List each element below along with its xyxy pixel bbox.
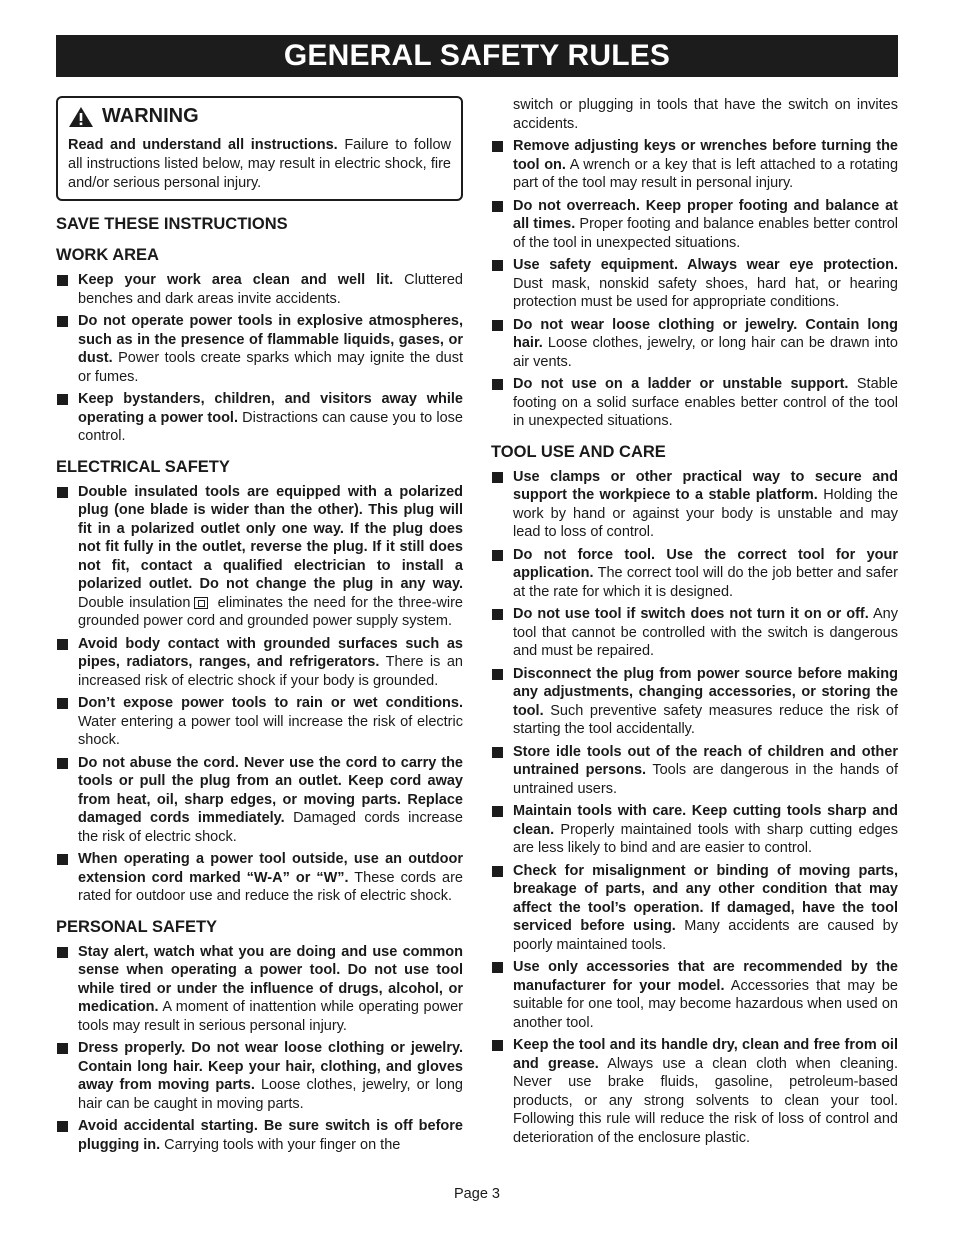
square-bullet-icon xyxy=(57,947,68,958)
list-item: Don’t expose power tools to rain or wet conditions. Water entering a power tool will increase the risk of electric shock. xyxy=(56,694,463,750)
square-bullet-icon xyxy=(492,669,503,680)
list-item: Stay alert, watch what you are doing and use common sense when operating a power tool. Do not use tool while tired or under the influence of drugs, alcohol, or medication. A moment of inattention while operating power tools may result in serious personal injury. xyxy=(56,943,463,1036)
list-item: When operating a power tool outside, use an outdoor extension cord marked “W-A” or “W”. These cords are rated for outdoor use and reduce the risk of electric shock. xyxy=(56,850,463,906)
square-bullet-icon xyxy=(492,747,503,758)
square-bullet-icon xyxy=(57,639,68,650)
list-item: Remove adjusting keys or wrenches before turning the tool on. A wrench or a key that is left attached to a rotating part of the tool may result in personal injury. xyxy=(491,137,898,193)
square-bullet-icon xyxy=(492,1040,503,1051)
list-item: Do not operate power tools in explosive atmospheres, such as in the presence of flammable liquids, gases, or dust. Power tools create sparks which may ignite the dust or fumes. xyxy=(56,312,463,386)
list-item: Use only accessories that are recommended by the manufacturer for your model. Accessories that may be suitable for one tool, may become hazardous when used on another tool. xyxy=(491,958,898,1032)
square-bullet-icon xyxy=(492,320,503,331)
square-bullet-icon xyxy=(57,316,68,327)
page-number: Page 3 xyxy=(454,1186,500,1202)
page-title: GENERAL SAFETY RULES xyxy=(56,35,898,77)
square-bullet-icon xyxy=(492,806,503,817)
left-column xyxy=(56,96,463,1158)
electrical-safety-heading: ELECTRICAL SAFETY xyxy=(56,457,230,476)
square-bullet-icon xyxy=(57,698,68,709)
work-area-heading: WORK AREA xyxy=(56,246,159,264)
square-bullet-icon xyxy=(57,758,68,769)
list-item: Do not force tool. Use the correct tool for your application. The correct tool will do the job better and safer at the rate for which it is designed. xyxy=(491,546,898,602)
list-item: Check for misalignment or binding of moving parts, breakage of parts, and any other condition that may affect the tool’s operation. If damaged, have the tool serviced before using. Many accidents are caused by poorly maintained tools. xyxy=(491,862,898,955)
continued-text: switch or plugging in tools that have the switch on invites accidents. xyxy=(513,97,898,132)
personal-safety-list xyxy=(56,943,463,1155)
list-item: Do not use tool if switch does not turn it on or off. Any tool that cannot be controlled with the switch is dangerous and must be repaired. xyxy=(491,605,898,661)
square-bullet-icon xyxy=(57,854,68,865)
list-item: Maintain tools with care. Keep cutting tools sharp and clean. Properly maintained tools with sharp cutting edges are less likely to bind and are easier to control. xyxy=(491,802,898,858)
list-item: Avoid accidental starting. Be sure switch is off before plugging in. Carrying tools with your finger on the xyxy=(56,1117,463,1154)
square-bullet-icon xyxy=(492,550,503,561)
list-item: Disconnect the plug from power source before making any adjustments, changing accessories, or storing the tool. Such preventive safety measures reduce the risk of starting the tool accidentally. xyxy=(491,665,898,739)
square-bullet-icon xyxy=(57,487,68,498)
list-item: Store idle tools out of the reach of children and other untrained persons. Tools are dangerous in the hands of untrained users. xyxy=(491,743,898,799)
warning-triangle-icon xyxy=(68,106,94,128)
personal-safety-list-continued xyxy=(491,137,898,431)
list-item: Do not use on a ladder or unstable support. Stable footing on a solid surface enables better control of the tool in unexpected situations. xyxy=(491,375,898,431)
list-item: Use safety equipment. Always wear eye protection. Dust mask, nonskid safety shoes, hard hat, or hearing protection must be used for appropriate conditions. xyxy=(491,256,898,312)
warning-heading: WARNING xyxy=(102,105,199,127)
list-item: Double insulated tools are equipped with a polarized plug (one blade is wider than the other). This plug will fit in a polarized outlet only one way. If the plug does not fit fully in the outlet, reverse the plug. If it still does not fit, contact a qualified electrician to install a polarized outlet. Do not change the plug in any way. Double insulation eliminates the need for the three-wire grounded power cord and grounded power supply system. xyxy=(56,483,463,631)
save-instructions-heading: SAVE THESE INSTRUCTIONS xyxy=(56,215,288,233)
square-bullet-icon xyxy=(492,201,503,212)
square-bullet-icon xyxy=(492,379,503,390)
square-bullet-icon xyxy=(492,866,503,877)
list-item: Avoid body contact with grounded surfaces such as pipes, radiators, ranges, and refrigerators. There is an increased risk of electric shock if your body is grounded. xyxy=(56,635,463,691)
square-bullet-icon xyxy=(492,260,503,271)
square-bullet-icon xyxy=(57,1121,68,1132)
tool-use-heading: TOOL USE AND CARE xyxy=(491,442,666,461)
warning-header xyxy=(68,105,451,128)
square-bullet-icon xyxy=(492,141,503,152)
list-item: Do not abuse the cord. Never use the cord to carry the tools or pull the plug from an outlet. Keep cord away from heat, oil, sharp edges, or moving parts. Replace damaged cords immediately. Damaged cords increase the risk of electric shock. xyxy=(56,754,463,847)
list-item: Keep your work area clean and well lit. Cluttered benches and dark areas invite accidents. xyxy=(56,271,463,308)
double-insulation-icon xyxy=(194,597,208,609)
square-bullet-icon xyxy=(57,394,68,405)
personal-safety-heading: PERSONAL SAFETY xyxy=(56,917,218,936)
list-item: Keep bystanders, children, and visitors away while operating a power tool. Distractions can cause you to lose control. xyxy=(56,390,463,446)
square-bullet-icon xyxy=(57,275,68,286)
square-bullet-icon xyxy=(492,962,503,973)
electrical-safety-list xyxy=(56,483,463,906)
tool-use-list xyxy=(491,468,898,1148)
square-bullet-icon xyxy=(57,1043,68,1054)
square-bullet-icon xyxy=(492,472,503,483)
list-item: Do not wear loose clothing or jewelry. Contain long hair. Loose clothes, jewelry, or long hair can be drawn into air vents. xyxy=(491,316,898,372)
warning-text: Read and understand all instructions. Failure to follow all instructions listed below, may result in electric shock, fire and/or serious personal injury. xyxy=(68,137,451,191)
list-item: Do not overreach. Keep proper footing and balance at all times. Proper footing and balance enables better control of the tool in unexpected situations. xyxy=(491,197,898,253)
list-item: Use clamps or other practical way to secure and support the workpiece to a stable platform. Holding the work by hand or against your body is unstable and may lead to loss of control. xyxy=(491,468,898,542)
work-area-list xyxy=(56,271,463,446)
list-item: Keep the tool and its handle dry, clean and free from oil and grease. Always use a clean cloth when cleaning. Never use brake fluids, gasoline, petroleum-based products, or any strong solvents to clean your tool. Following this rule will reduce the risk of loss of control and deterioration of the enclosure plastic. xyxy=(491,1036,898,1147)
square-bullet-icon xyxy=(492,609,503,620)
list-item: Dress properly. Do not wear loose clothing or jewelry. Contain long hair. Keep your hair, clothing, and gloves away from moving parts. Loose clothes, jewelry, or long hair can be caught in moving parts. xyxy=(56,1039,463,1113)
right-column xyxy=(491,96,898,1151)
warning-box xyxy=(56,96,463,201)
